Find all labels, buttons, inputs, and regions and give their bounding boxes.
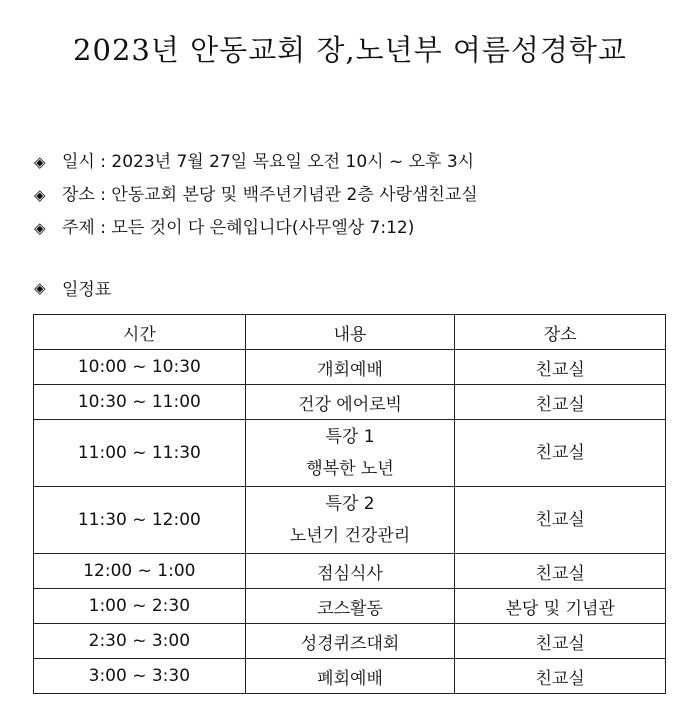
table-row — [34, 350, 666, 385]
diamond-bullet-icon: ◈ — [34, 186, 46, 204]
cell-content: 코스활동 — [245, 589, 455, 624]
table-header-row — [34, 315, 666, 350]
info-item-place — [34, 179, 478, 212]
info-item-theme — [34, 212, 478, 245]
cell-content: 성경퀴즈대회 — [245, 624, 455, 659]
cell-content — [245, 487, 455, 554]
cell-content: 폐회예배 — [245, 659, 455, 694]
cell-time: 10:30 ~ 11:00 — [34, 385, 246, 420]
table-row — [34, 624, 666, 659]
cell-place: 친교실 — [455, 554, 666, 589]
content-line: 노년기 건강관리 — [289, 526, 411, 546]
cell-content: 건강 에어로빅 — [245, 385, 455, 420]
content-line: 특강 2 — [325, 494, 375, 514]
cell-place: 친교실 — [455, 624, 666, 659]
info-label: 일시 — [62, 152, 95, 172]
cell-place: 친교실 — [455, 420, 666, 487]
content-line: 특강 1 — [325, 427, 375, 447]
info-separator: : — [94, 218, 112, 238]
schedule-table — [33, 314, 666, 694]
info-value: 안동교회 본당 및 백주년기념관 2층 사랑샘친교실 — [111, 185, 478, 205]
table-row — [34, 589, 666, 624]
info-separator: : — [94, 185, 112, 205]
cell-time: 1:00 ~ 2:30 — [34, 589, 246, 624]
cell-place: 친교실 — [455, 487, 666, 554]
schedule-heading — [34, 275, 111, 300]
cell-time: 3:00 ~ 3:30 — [34, 659, 246, 694]
header-time: 시간 — [34, 315, 246, 350]
diamond-bullet-icon: ◈ — [34, 278, 46, 297]
table-row — [34, 554, 666, 589]
header-place: 장소 — [455, 315, 666, 350]
schedule-heading-label: 일정표 — [62, 280, 112, 300]
table-row — [34, 487, 666, 554]
diamond-bullet-icon: ◈ — [34, 219, 46, 237]
info-separator: : — [94, 152, 112, 172]
cell-content — [245, 420, 455, 487]
document-title: 2023년 안동교회 장,노년부 여름성경학교 — [73, 33, 627, 67]
cell-time: 2:30 ~ 3:00 — [34, 624, 246, 659]
table-row — [34, 420, 666, 487]
event-info-list — [34, 146, 478, 245]
cell-time: 11:30 ~ 12:00 — [34, 487, 246, 554]
cell-place: 본당 및 기념관 — [455, 589, 666, 624]
info-label: 장소 — [62, 185, 95, 205]
table-row — [34, 385, 666, 420]
info-value: 2023년 7월 27일 목요일 오전 10시 ~ 오후 3시 — [111, 152, 475, 172]
diamond-bullet-icon: ◈ — [34, 153, 46, 171]
cell-content: 점심식사 — [245, 554, 455, 589]
info-value: 모든 것이 다 은혜입니다(사무엘상 7:12) — [111, 218, 415, 238]
cell-place: 친교실 — [455, 350, 666, 385]
info-label: 주제 — [62, 218, 95, 238]
cell-time: 10:00 ~ 10:30 — [34, 350, 246, 385]
content-line: 행복한 노년 — [306, 459, 394, 479]
cell-time: 12:00 ~ 1:00 — [34, 554, 246, 589]
header-content: 내용 — [245, 315, 455, 350]
cell-content: 개회예배 — [245, 350, 455, 385]
cell-place: 친교실 — [455, 385, 666, 420]
cell-place: 친교실 — [455, 659, 666, 694]
table-row — [34, 659, 666, 694]
cell-time: 11:00 ~ 11:30 — [34, 420, 246, 487]
info-item-date — [34, 146, 478, 179]
